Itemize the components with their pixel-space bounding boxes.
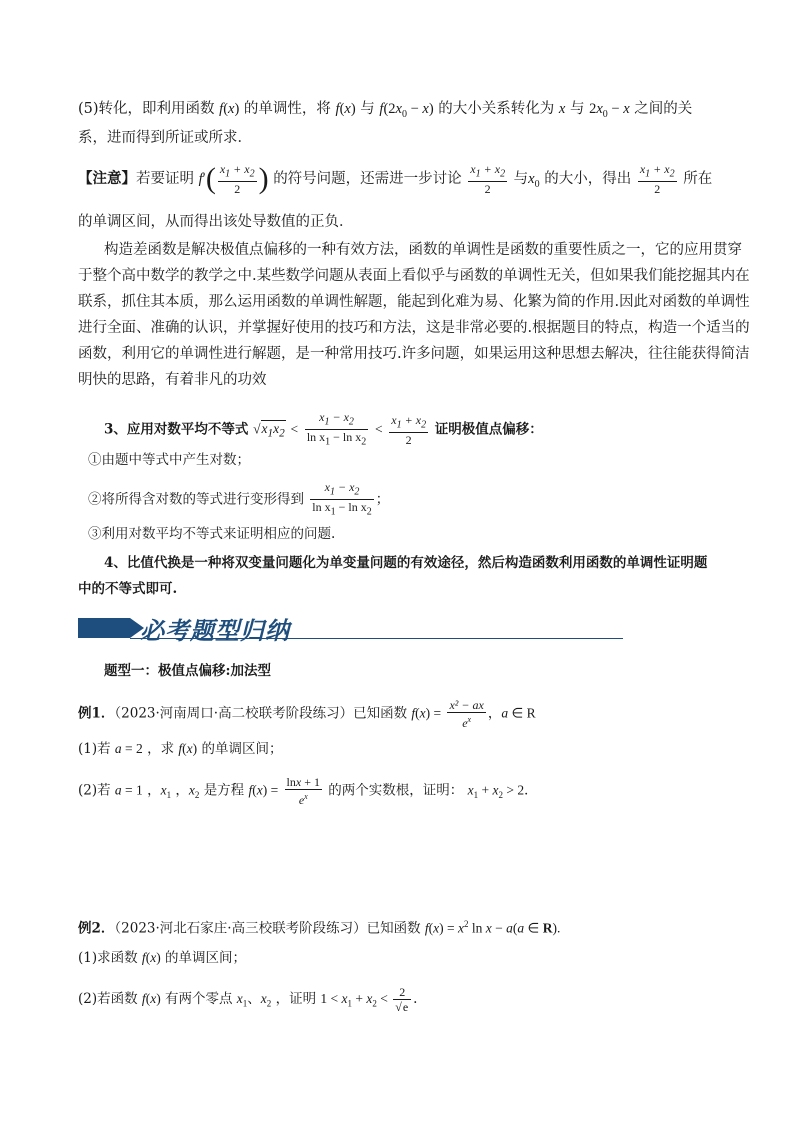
math-f-x: f — [219, 101, 224, 117]
para-line-4: 进行全面、准确的认识，并掌握好使用的技巧和方法，这是非常必要的.根据题目的特点，构造一个适当的 — [78, 320, 750, 336]
note-cont: 的单调区间，从而得出该处导数值的正负． — [78, 214, 354, 230]
para-line-6: 明快的思路，有着非凡的功效 — [78, 372, 267, 388]
section-3-item-2: ②将所得含对数的等式进行变形得到 $\frac{x_1 - x_2}{\ln x_1 - \ln x_2}$ ； — [88, 480, 390, 518]
paragraph-step5-cont: 系，进而得到所证或所求． — [78, 130, 252, 146]
para-line-5: 函数，利用它的单调性进行解题，是一种常用技巧.许多问题，如果运用这种思想去解决，往往能获得简洁 — [78, 346, 750, 362]
note-label: 【注意】 — [78, 170, 136, 188]
example-1-statement: 例1．（2023·河南周口·高二校联考阶段练习）已知函数 f(x) = $\frac{\text{x² − ax}}{e^x}$ ，a ∈ R — [78, 698, 536, 730]
example-1-label: 例1． — [78, 705, 115, 722]
para-line-3: 联系，抓住其本质，那么运用函数的单调性解题，能起到化难为易、化繁为简的作用.因此对函数的单调性 — [78, 294, 750, 310]
example-1-question-1: (1)若 a = 2 ，求 f(x) 的单调区间； — [78, 741, 283, 757]
para-line-2: 于整个高中数学的教学之中.某些数学问题从表面上看似乎与函数的单调性无关，但如果我们能挖掘其内在 — [78, 268, 750, 284]
note-paragraph: 【注意】若要证明 f′( $\frac{x_1 + x_2}{2}$ ) 的符号问题，还需进一步讨论 $\frac{x_1 + x_2}{2}$ 与$x_0$ 的大小，得出 $\frac{x_1 + x_2}{2}$ 所在 — [78, 162, 713, 197]
example-2-statement: 例2．（2023·河北石家庄·高三校联考阶段练习）已知函数 $f(x) = x^2$ ln x − a(a ∈ R). — [78, 919, 561, 937]
section-3-item-3: ③利用对数平均不等式来证明相应的问题. — [88, 526, 336, 542]
banner-title: 必考题型归纳 — [140, 617, 290, 645]
paragraph-step5: (5)转化，即利用函数 f(x) 的单调性，将 f(x) 与 $f(2x_0 - x)$ 的大小关系转化为 x 与 $2x_0 - x$ 之间的关 — [78, 101, 693, 120]
banner-bar — [78, 618, 130, 638]
question-type-heading: 题型一：极值点偏移:加法型 — [104, 663, 271, 679]
para-line-1: 构造差函数是解决极值点偏移的一种有效方法，函数的单调性是函数的重要性质之一，它的应用贯穿 — [104, 242, 742, 258]
section-4-line-1: 4、比值代换是一种将双变量问题化为单变量问题的有效途径，然后构造函数利用函数的单调性证明题 — [104, 555, 708, 571]
example-2-question-2: (2)若函数 f(x) 有两个零点 $x_1$、$x_2$ ，证明 $1 < x_1 + x_2$ < $\frac{2}{√e}$ . — [78, 985, 418, 1014]
example-1-question-2: (2)若 a = 1 ，$x_1$ ，$x_2$ 是方程 f(x) = $\frac{\ln x + 1}{e^x}$ 的两个实数根，证明： $x_1 + x_2 > 2$． — [78, 775, 538, 807]
section-3-item-1: ①由题中等式中产生对数； — [88, 452, 250, 468]
section-3-heading: 3、应用对数平均不等式 $√x_1x_2$ < $\frac{x_1 - x_2}{\ln x_1 - \ln x_2}$ < $\frac{x_1 + x_2}{2}$ 证明极值点偏移： — [104, 410, 543, 448]
example-2-question-1: (1)求函数 f(x) 的单调区间； — [78, 950, 246, 966]
section-4-line-2: 中的不等式即可. — [78, 581, 178, 597]
section-banner — [78, 611, 623, 643]
example-2-label: 例2． — [78, 920, 115, 937]
